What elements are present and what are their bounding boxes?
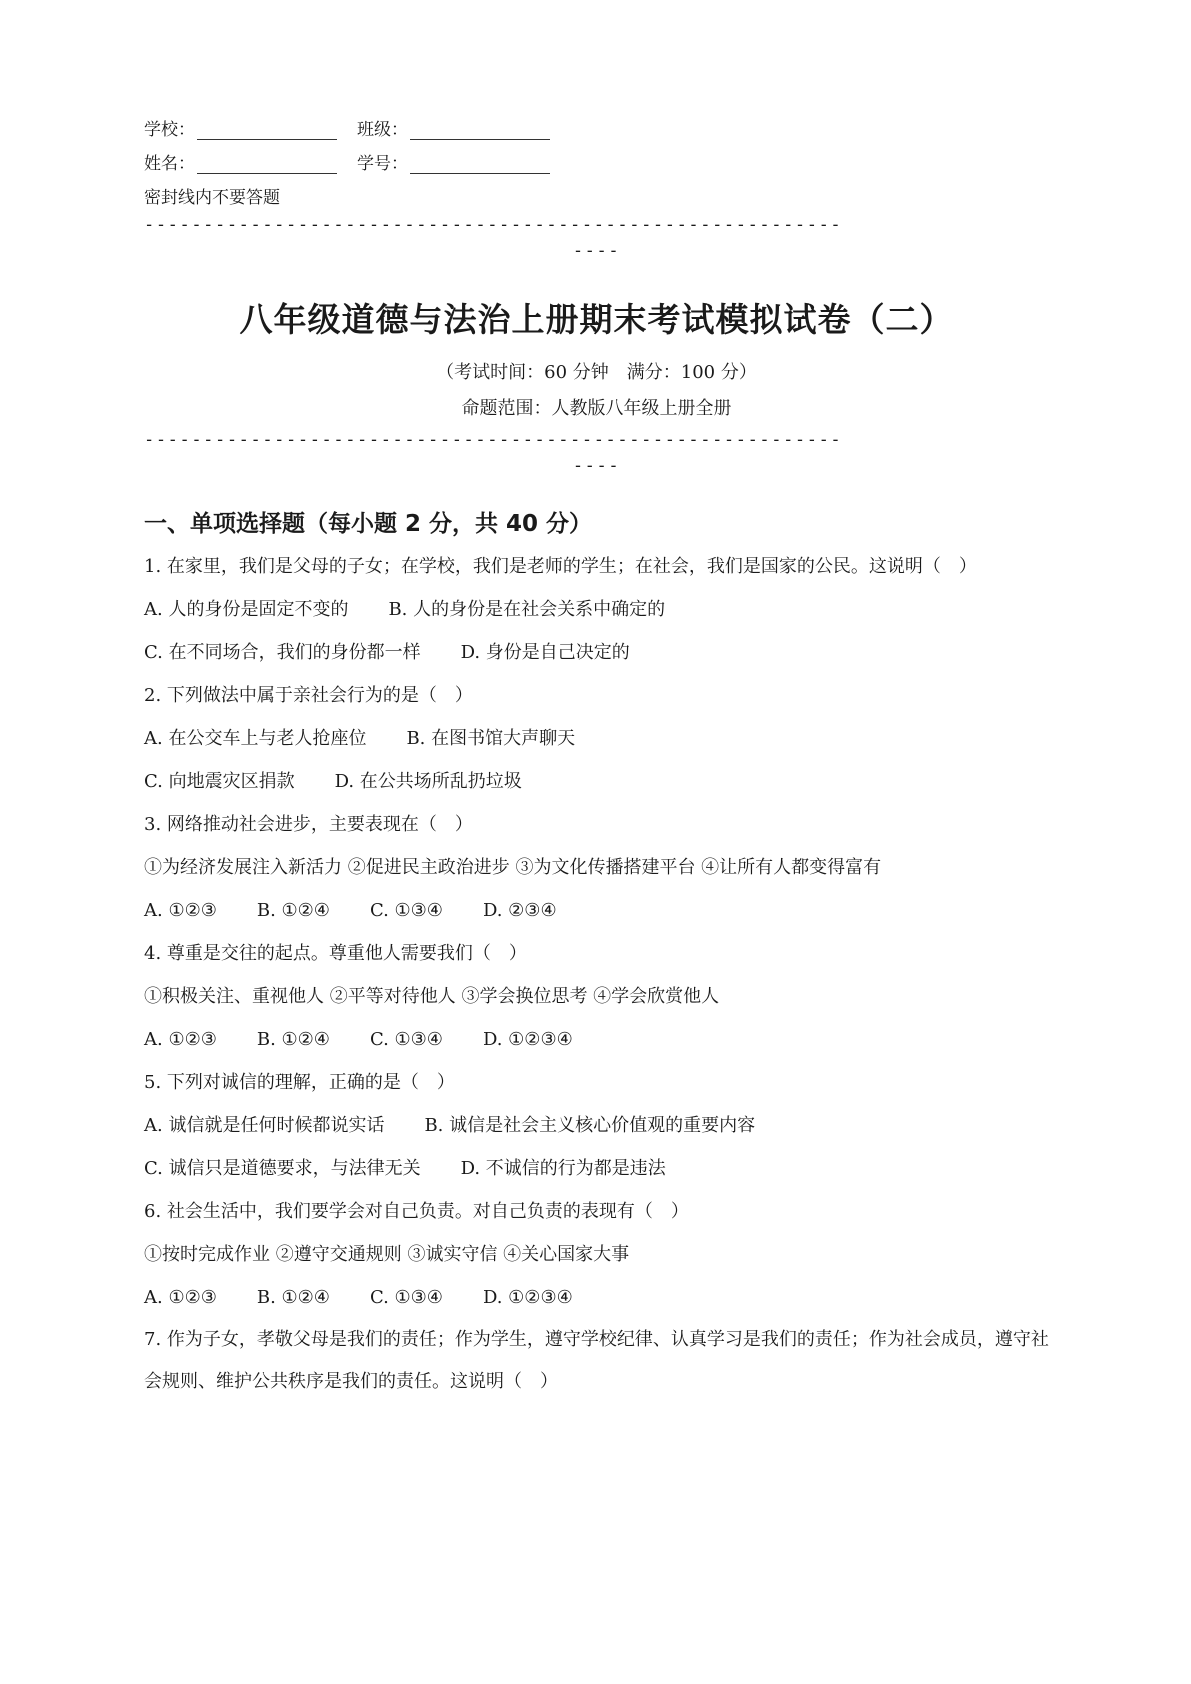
class-blank[interactable] — [410, 121, 550, 140]
name-label: 姓名： — [144, 153, 195, 174]
question-5-options-row-2 — [144, 1147, 1049, 1190]
option-d: D. 身份是自己决定的 — [460, 642, 630, 663]
question-2-options-row-1 — [144, 717, 1049, 760]
exam-page — [144, 110, 1049, 1403]
school-field[interactable] — [144, 115, 337, 140]
option-c: C. ①③④ — [369, 900, 443, 921]
seal-dash-tail-bottom: ---- — [572, 456, 621, 476]
option-b: B. 人的身份是在社会关系中确定的 — [388, 599, 666, 620]
id-blank[interactable] — [410, 155, 550, 174]
option-a: A. 诚信就是任何时候都说实话 — [144, 1115, 385, 1136]
question-1-options-row-2 — [144, 631, 1049, 674]
seal-dash-line-top: ----------------------------------------------------------- — [144, 215, 843, 235]
option-c: C. 向地震灾区捐款 — [144, 771, 295, 792]
seal-dash-tail-top: ---- — [572, 241, 621, 261]
header-row-2 — [144, 144, 1049, 178]
question-2-options-row-2 — [144, 760, 1049, 803]
question-6-stem: 6. 社会生活中，我们要学会对自己负责。对自己负责的表现有（ ） — [144, 1201, 689, 1222]
option-d: D. 不诚信的行为都是违法 — [460, 1158, 666, 1179]
option-a: A. 在公交车上与老人抢座位 — [144, 728, 367, 749]
question-5-stem: 5. 下列对诚信的理解，正确的是（ ） — [144, 1072, 455, 1093]
option-d: D. 在公共场所乱扔垃圾 — [334, 771, 522, 792]
option-c: C. 在不同场合，我们的身份都一样 — [144, 642, 421, 663]
exam-scope: 命题范围：人教版八年级上册全册 — [461, 398, 732, 419]
question-5-options-row-1 — [144, 1104, 1049, 1147]
option-b: B. ①②④ — [256, 900, 330, 921]
seal-note: 密封线内不要答题 — [144, 187, 280, 208]
option-c: C. ①③④ — [369, 1287, 443, 1308]
option-a: A. ①②③ — [144, 1029, 217, 1050]
id-field[interactable] — [357, 149, 550, 174]
option-a: A. 人的身份是固定不变的 — [144, 599, 349, 620]
question-7-stem: 7. 作为子女，孝敬父母是我们的责任；作为学生，遵守学校纪律、认真学习是我们的责任；作为社会成员，遵守社会规则、维护公共秩序是我们的责任。这说明（ ） — [144, 1329, 1049, 1392]
school-blank[interactable] — [197, 121, 337, 140]
option-b: B. 在图书馆大声聊天 — [406, 728, 576, 749]
exam-info: （考试时间：60 分钟 满分：100 分） — [436, 362, 757, 383]
class-field[interactable] — [357, 115, 550, 140]
question-3-statements: ①为经济发展注入新活力 ②促进民主政治进步 ③为文化传播搭建平台 ④让所有人都变得富有 — [144, 857, 882, 878]
section-heading: 一、单项选择题（每小题 2 分，共 40 分） — [144, 511, 593, 537]
option-d: D. ①②③④ — [482, 1029, 573, 1050]
option-d: D. ①②③④ — [482, 1287, 573, 1308]
option-b: B. ①②④ — [256, 1029, 330, 1050]
header-row-1 — [144, 110, 1049, 144]
option-c: C. ①③④ — [369, 1029, 443, 1050]
question-3-stem: 3. 网络推动社会进步，主要表现在（ ） — [144, 814, 473, 835]
id-label: 学号： — [357, 153, 408, 174]
question-6-options — [144, 1276, 1049, 1319]
question-2-stem: 2. 下列做法中属于亲社会行为的是（ ） — [144, 685, 473, 706]
exam-title: 八年级道德与法治上册期末考试模拟试卷（二） — [239, 300, 954, 339]
question-1-stem: 1. 在家里，我们是父母的子女；在学校，我们是老师的学生；在社会，我们是国家的公民。这说明（ ） — [144, 556, 977, 577]
name-field[interactable] — [144, 149, 337, 174]
option-b: B. 诚信是社会主义核心价值观的重要内容 — [424, 1115, 756, 1136]
question-1-options-row-1 — [144, 588, 1049, 631]
question-4-options — [144, 1018, 1049, 1061]
seal-dash-line-bottom: ----------------------------------------------------------- — [144, 430, 843, 450]
name-blank[interactable] — [197, 155, 337, 174]
class-label: 班级： — [357, 119, 408, 140]
option-a: A. ①②③ — [144, 900, 217, 921]
option-b: B. ①②④ — [256, 1287, 330, 1308]
question-4-statements: ①积极关注、重视他人 ②平等对待他人 ③学会换位思考 ④学会欣赏他人 — [144, 986, 720, 1007]
question-4-stem: 4. 尊重是交往的起点。尊重他人需要我们（ ） — [144, 943, 527, 964]
option-d: D. ②③④ — [482, 900, 557, 921]
question-6-statements: ①按时完成作业 ②遵守交通规则 ③诚实守信 ④关心国家大事 — [144, 1244, 630, 1265]
school-label: 学校： — [144, 119, 195, 140]
option-a: A. ①②③ — [144, 1287, 217, 1308]
question-3-options — [144, 889, 1049, 932]
option-c: C. 诚信只是道德要求，与法律无关 — [144, 1158, 421, 1179]
